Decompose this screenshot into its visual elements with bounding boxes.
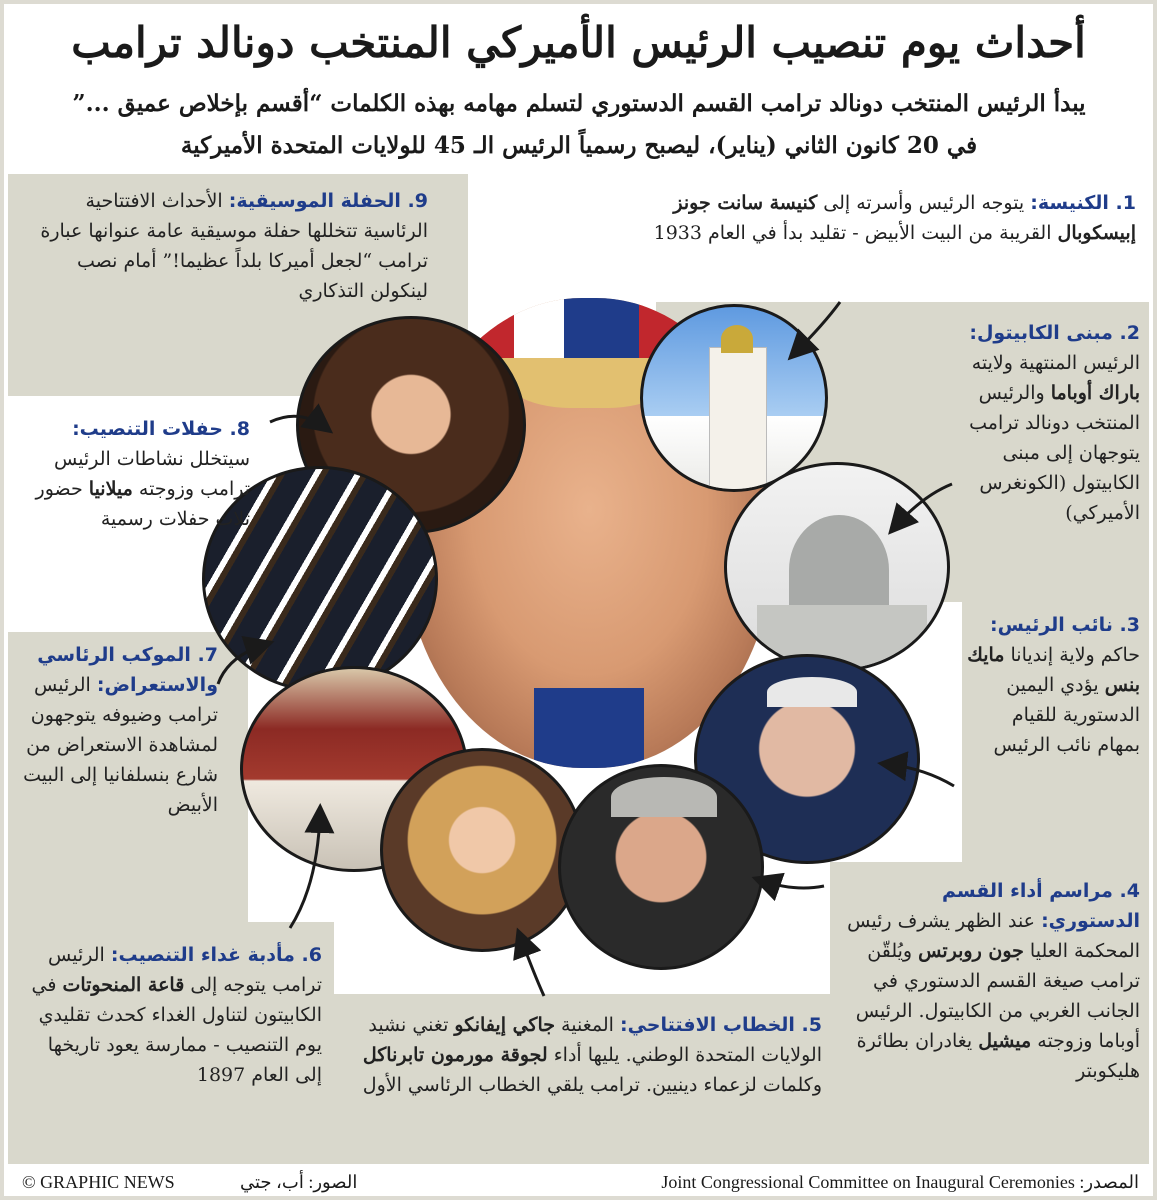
arrow-event-4 xyxy=(760,880,824,888)
event-5-inaugural-address: 5. الخطاب الافتتاحي: المغنية جاكي إيفانكو تغني نشيد الولايات المتحدة الوطني. يليها أداء لجوقة مورمون تابرناكل وكلمات لزعماء دينيين. ترامب يلقي الخطاب الرئاسي الأول xyxy=(362,1014,822,1096)
photo-credit: الصور: أب، جتي xyxy=(240,1172,358,1192)
event-9-concert: 9. الحفلة الموسيقية: الأحداث الافتتاحية الرئاسية تتخللها حفلة موسيقية عامة عنوانها عبارة ترامب “لجعل أميركا بلداً عظيما!” أمام نصب لينكولن التذكاري xyxy=(40,190,428,302)
event-7-parade: 7. الموكب الرئاسي والاستعراض: الرئيس ترامب وضيوفه يتوجهون لمشاهدة الاستعراض من شارع بنسلفانيا إلى البيت الأبيض xyxy=(23,644,218,816)
event-2-heading: 2. مبنى الكابيتول: xyxy=(969,322,1140,344)
event-2-capitol: 2. مبنى الكابيتول: الرئيس المنتهية ولايته باراك أوباما والرئيس المنتخب دونالد ترامب يتوجهان إلى مبنى الكابيتول (الكونغرس الأميركي) xyxy=(969,322,1140,524)
event-8-heading: 8. حفلات التنصيب: xyxy=(72,418,250,440)
event-5-heading: 5. الخطاب الافتتاحي: xyxy=(619,1014,822,1036)
arrow-event-6 xyxy=(290,812,320,928)
copyright: © GRAPHIC NEWS xyxy=(22,1172,175,1192)
infographic xyxy=(4,4,1153,1196)
event-7-heading: 7. الموكب الرئاسي والاستعراض: xyxy=(37,644,218,696)
event-6-luncheon: 6. مأدبة غداء التنصيب: الرئيس ترامب يتوجه إلى قاعة المنحوتات في الكابيتون لتناول الغداء كحدث تقليدي يوم التنصيب - ممارسة يعود تاريخها إلى العام 1897 xyxy=(31,944,322,1086)
event-3-heading: 3. نائب الرئيس: xyxy=(989,614,1140,636)
source-credit: المصدر: Joint Congressional Committee on Inaugural Ceremonies xyxy=(661,1172,1139,1192)
footer xyxy=(4,1168,1153,1196)
subtitle-line-2: في 20 كانون الثاني (يناير)، ليصبح رسمياً الرئيس الـ 45 للولايات المتحدة الأميركية xyxy=(180,132,978,159)
event-3-vice-president: 3. نائب الرئيس: حاكم ولاية إنديانا مايك بنس يؤدي اليمين الدستورية للقيام بمهام نائب الرئيس xyxy=(967,614,1140,756)
event-1-church: 1. الكنيسة: يتوجه الرئيس وأسرته إلى كنيسة سانت جونز إبيسكوبال القريبة من البيت الأبيض - تقليد بدأ في العام 1933 xyxy=(653,192,1136,244)
event-1-heading: 1. الكنيسة: xyxy=(1030,192,1136,214)
arrows-layer xyxy=(4,4,1153,1196)
arrow-event-3 xyxy=(886,764,954,786)
arrow-event-8 xyxy=(270,416,326,428)
arrow-event-2 xyxy=(894,484,952,528)
event-4-heading: 4. مراسم أداء القسم الدستوري: xyxy=(941,880,1140,932)
arrow-event-7 xyxy=(218,644,266,684)
event-4-oath-ceremony: 4. مراسم أداء القسم الدستوري: عند الظهر يشرف رئيس المحكمة العليا جون روبرتس ويُلقّن ترامب صيغة القسم الدستوري في الجانب الغربي من الكابيتول. الرئيس أوباما وزوجته ميشيل يغادران بطائرة هليكوبتر xyxy=(847,880,1140,1082)
arrow-event-1 xyxy=(794,302,840,354)
event-8-balls: 8. حفلات التنصيب: سيتخلل نشاطات الرئيس ترامب وزوجته ميلانيا حضور ثلاث حفلات رسمية xyxy=(35,418,250,530)
subtitle-line-1: يبدأ الرئيس المنتخب دونالد ترامب القسم الدستوري لتسلم مهامه بهذه الكلمات “أقسم بإخلاص عميق ...” xyxy=(72,90,1086,117)
arrow-event-5 xyxy=(520,936,544,996)
page-title: أحداث يوم تنصيب الرئيس الأميركي المنتخب دونالد ترامب xyxy=(71,18,1086,67)
event-6-heading: 6. مأدبة غداء التنصيب: xyxy=(110,944,322,966)
event-9-heading: 9. الحفلة الموسيقية: xyxy=(228,190,428,212)
